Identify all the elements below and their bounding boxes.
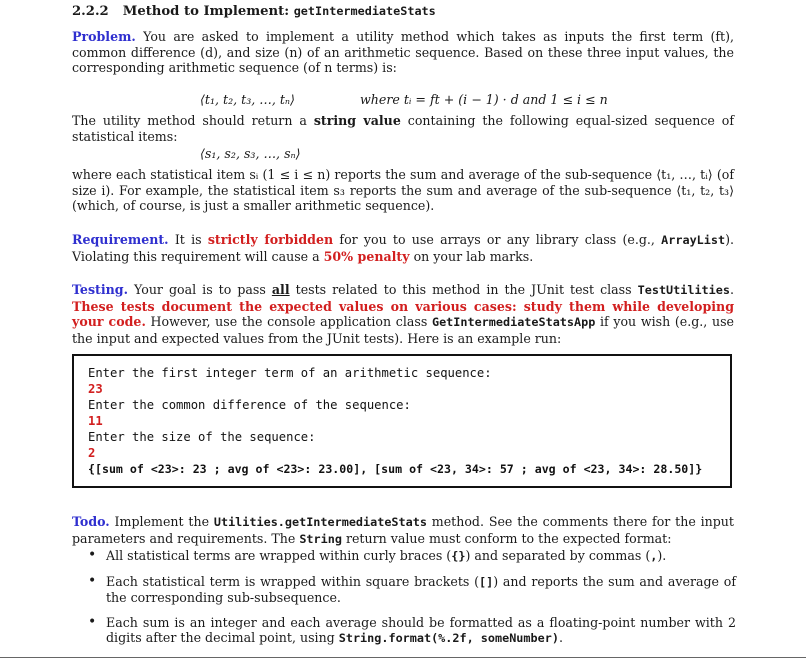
requirement-code: ArrayList [661,233,726,247]
todo-mid: method. See the comments there for the input parameters and requirements. The [72,514,734,546]
testing-label: Testing. [72,282,128,297]
console-input-1: 23 [88,382,103,396]
console-prompt-2: Enter the common difference of the sequence: [88,398,411,412]
todo-label: Todo. [72,514,110,529]
todo-paragraph [72,514,734,547]
testing-red: These tests document the expected values on various cases: study them while developing your code. [72,298,734,330]
bullet1-code2: , [650,549,658,563]
testing-paragraph [72,282,734,346]
testing-mid: tests related to this method in the JUnit test class [289,282,638,297]
testing-app: GetIntermediateStatsApp [431,315,596,330]
bullet2-pre: Each statistical term is wrapped within square brackets ( [106,573,480,589]
problem-text: You are asked to implement a utility method which takes as inputs the first term (ft), common difference (d), and size (n) of an arithmetic sequence. Based on these three input values, the corresponding arithmetic sequence (of n terms) is: [72,29,734,76]
problem-label: Problem. [72,29,136,44]
bullet3-code: String.format(%.2f, someNumber) [338,631,559,646]
return-text-pre: The utility method should return a [72,113,314,128]
bullet1-mid: ) and separated by commas ( [465,548,651,563]
requirement-mid: for you to use arrays or any library class (e.g., [333,232,662,247]
explain-paragraph: where each statistical item sᵢ (1 ≤ i ≤ n) reports the sum and average of the sub-sequence ⟨t₁, …, tᵢ⟩ (of size i). For example, the statistical item s₃ reports the sum and average of the sub-sequence ⟨t₁, t₂, t₃⟩ (which, of course, is just a smaller arithmetic sequence). [72,167,734,214]
bullet1-pre: All statistical terms are wrapped within curly braces ( [106,548,452,563]
requirement-mid2: ). Violating this requirement will cause a [72,232,734,264]
requirement-paragraph [72,232,734,264]
section-title: Method to Implement: [122,4,294,19]
bullet3-pre: Each sum is an integer and each average should be formatted as a floating-point number with 2 digits after the decimal point, using [106,614,736,646]
section-number: 2.2.2 [72,4,109,19]
testing-dot: . [729,282,734,297]
requirement-label: Requirement. [72,232,169,247]
bullet1-post: ). [657,548,667,563]
term-definition: where tᵢ = ft + (i − 1) · d and 1 ≤ i ≤ n [360,92,608,107]
todo-string: String [299,531,342,546]
return-text-bold: string value [313,113,401,128]
console-prompt-3: Enter the size of the sequence: [88,430,316,444]
console-input-3: 2 [88,446,96,460]
list-item [86,548,736,565]
testing-pre: Your goal is to pass [134,282,272,297]
bullet3-post: . [558,630,563,646]
todo-pre: Implement the [114,514,214,529]
format-rules-list [86,548,736,656]
stats-sequence-equation: ⟨s₁, s₂, s₃, …, sₙ⟩ [200,146,301,161]
console-output: {[sum of <23>: 23 ; avg of <23>: 23.00], [sum of <23, 34>: 57 ; avg of <23, 34>: 28.50]} [88,462,703,476]
list-item [86,615,736,647]
requirement-post: on your lab marks. [409,248,534,264]
todo-method: Utilities.getIntermediateStats [213,515,427,529]
todo-post: return value must conform to the expected format: [341,530,672,546]
bullet1-code1: {} [451,549,466,563]
return-text-post: containing the following equal-sized sequence of statistical items: [72,113,735,144]
list-item [86,574,736,606]
bullet2-code: [] [479,574,494,589]
testing-class: TestUtilities [637,283,730,297]
problem-paragraph [72,29,734,76]
return-paragraph [72,113,734,144]
testing-all: all [271,282,290,297]
testing-post: if you wish (e.g., use the input and expected values from the JUnit tests). Here is an example run: [72,314,734,346]
testing-mid2: However, use the console application class [150,314,432,330]
section-title-code: getIntermediateStats [293,4,436,18]
console-prompt-1: Enter the first integer term of an arithmetic sequence: [88,366,492,380]
sequence-equation: ⟨t₁, t₂, t₃, …, tₙ⟩ [200,92,295,107]
console-input-2: 11 [88,414,103,428]
bullet2-post: ) and reports the sum and average of the corresponding sub-subsequence. [106,573,736,606]
requirement-pre: It is [174,232,208,247]
requirement-penalty: 50% penalty [323,248,410,264]
requirement-forbidden: strictly forbidden [207,232,334,247]
bottom-divider [0,657,806,658]
console-example [72,354,732,488]
section-heading [72,4,436,20]
